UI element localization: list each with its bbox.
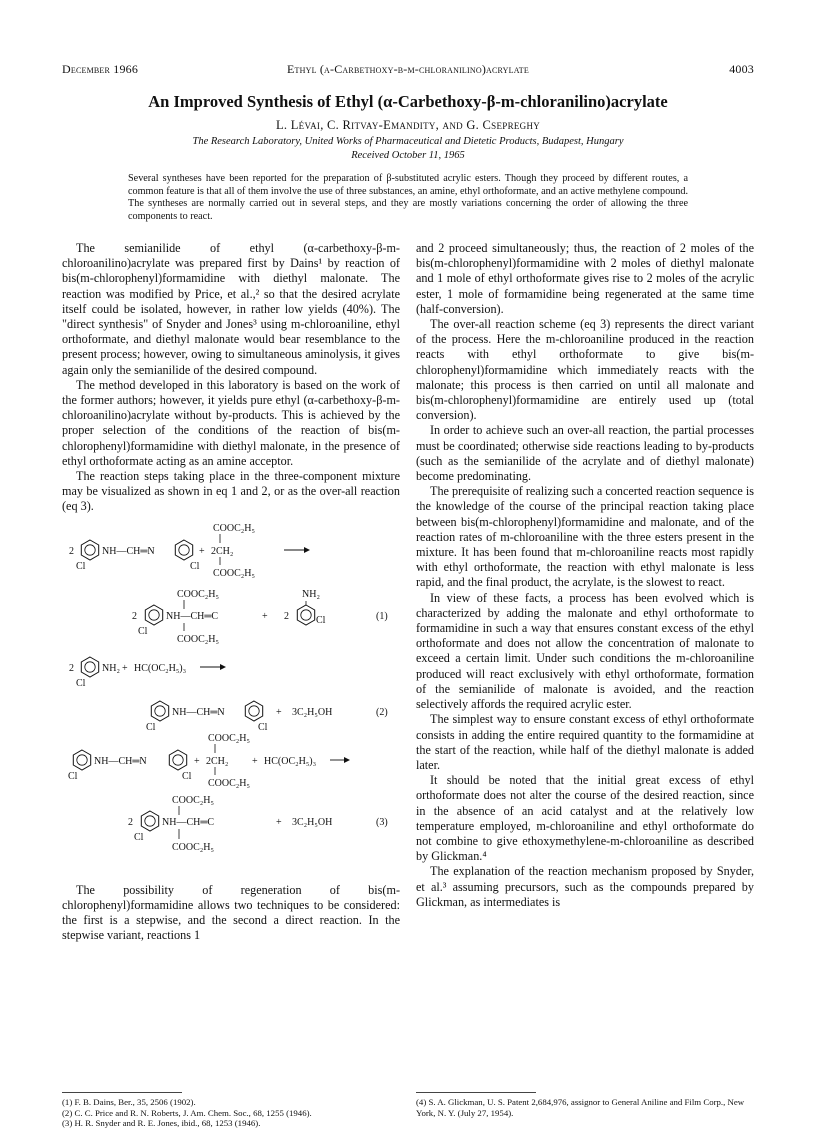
malonate-ester-top: COOC₂H₅: [208, 732, 250, 744]
reaction-scheme: [62, 519, 400, 881]
chloro-label: Cl: [190, 560, 200, 572]
equation-1-products: [132, 589, 388, 645]
acrylate-ester-top: COOC₂H₅: [177, 588, 219, 600]
formamidine-linker: NH—CH═N: [102, 545, 155, 557]
equation-3-products: [128, 795, 388, 853]
paragraph: The reaction steps taking place in the three-component mixture may be visualized as shown in eq 1 and 2, or as the over-all reaction (eq 3).: [62, 469, 400, 514]
equation-number-3: (3): [376, 816, 388, 828]
received-date: Received October 11, 1965: [351, 150, 465, 161]
footnote-2: (2) C. C. Price and R. N. Roberts, J. Am. Chem. Soc., 68, 1255 (1946).: [62, 1107, 312, 1118]
paragraph: It should be noted that the initial great excess of ethyl orthoformate does not alter the course of the desired reaction, since in the absence of an acid catalyst and at the relatively low temperature employed, m-chloroaniline and ethyl orthoformate do not combine to give ethoxymethylene-m-chloroaniline as described by Glickman.⁴: [416, 773, 754, 864]
acrylate-ester-bottom: COOC₂H₅: [177, 633, 219, 645]
footnote-rule: [416, 1092, 536, 1093]
equation-2-products: [146, 701, 388, 733]
acrylate-ester-top: COOC₂H₅: [172, 794, 214, 806]
plus-sign: +: [276, 816, 282, 828]
author-list: L. Lévai, C. Ritvay-Emandity, and G. Csepreghy: [275, 118, 541, 132]
footnote-1: (1) F. B. Dains, Ber., 35, 2506 (1902).: [62, 1097, 196, 1107]
coefficient: 2: [69, 545, 74, 557]
amine-group: NH₂: [102, 662, 120, 674]
paragraph: The simplest way to ensure constant excess of ethyl orthoformate consists in adding the entire required quantity to the formamidine at the start of the reaction, while half of the diethyl malonate is added later.: [416, 712, 754, 772]
equation-number-2: (2): [376, 706, 388, 718]
paragraph: In view of these facts, a process has been evolved which is characterized by adding the malonate and ethyl orthoformate to formamidine in such a way that ensures constant excess of the ethyl orthoformate and does not allow the concentration of malonate to exceed a certain limit. Under such conditions the m-chloroaniline produced will react exclusively with ethyl orthoformate, formation of the semianilide of malonate is avoided, and the reaction selectively affords the required acrylic ester.: [416, 590, 754, 712]
amine-group: NH₂: [302, 588, 320, 600]
ethyl-orthoformate: HC(OC₂H₅)₃: [264, 755, 317, 767]
coefficient: 2: [132, 610, 137, 622]
paragraph: The method developed in this laboratory is based on the work of the former authors; however, it yields pure ethyl (α-carbethoxy-β-m-chloroanilino)acrylate without by-products. This is achieved by the proper selection of the conditions of the reaction of bis(m-chlorophenyl)formamidine with diethyl malonate, in the presence of ethyl orthoformate acting as an amine acceptor.: [62, 377, 400, 468]
equation-3-reactants: [68, 733, 350, 789]
chloro-label: Cl: [258, 721, 268, 733]
footnotes-right: [416, 1092, 754, 1118]
plus-sign: +: [252, 755, 258, 767]
footnote-rule: [62, 1092, 182, 1093]
paragraph: The over-all reaction scheme (eq 3) represents the direct variant of the process. Here the m-chloroaniline produced in the reaction reacts with ethyl orthoformate to give bis(m-chlorophenyl)formamidine which immediately reacts with the malonate; this process is then carried on until all malonate and bis(m-chlorophenyl)formamidine are entirely used up (total conversion).: [416, 317, 754, 423]
malonate-ester-bottom: COOC₂H₅: [213, 567, 255, 579]
formamidine-linker: NH—CH═N: [172, 706, 225, 718]
chloro-label: Cl: [146, 721, 156, 733]
running-head-date: December 1966: [62, 62, 139, 76]
malonate-ester-top: COOC₂H₅: [213, 522, 255, 534]
ethanol-byproduct: 3C₂H₅OH: [292, 816, 333, 828]
coefficient: 2: [128, 816, 133, 828]
article-title: An Improved Synthesis of Ethyl (α-Carbethoxy-β-m-chloranilino)acrylate: [148, 92, 668, 111]
chloro-label: Cl: [76, 677, 86, 689]
right-column: [416, 241, 754, 910]
paragraph: In order to achieve such an over-all reaction, the partial processes must be coordinated; otherwise side reactions leading to by-products (such as the semianilide of the acrylate and of diethyl malonate) become predominating.: [416, 423, 754, 484]
paragraph: and 2 proceed simultaneously; thus, the reaction of 2 moles of the bis(m-chlorophenyl)formamidine with 2 moles of diethyl malonate and 1 mole of ethyl orthoformate gives rise to 2 moles of the acrylic ester, 1 mole of formamidine being regenerated at the same time (half-conversion).: [416, 241, 754, 316]
plus-sign: +: [194, 755, 200, 767]
abstract: Several syntheses have been reported for the preparation of β-substituted acrylic esters. Though they proceed by different routes, a common feature is that all of them involve the use of three substances, an amine, ethyl orthoformate, and an active methylene compound. The syntheses are normally carried out in several steps, and they are mostly variations concerning the order of allowing the three components to react.: [128, 173, 688, 222]
plus-sign: +: [262, 610, 268, 622]
paragraph: The prerequisite of realizing such a concerted reaction sequence is the knowledge of the course of the principal reaction taking place between bis(m-chlorophenyl)formamidine and malonate, and of the reaction rates of m-chloroaniline with the three esters present in the mixture. It has been found that m-chloroaniline reacts most rapidly with ethyl orthoformate, the reaction with ethyl malonate is less rapid, and the final product, the acrylate, is the slowest to react.: [416, 484, 754, 590]
plus-sign: +: [122, 662, 128, 674]
coefficient: 2: [284, 610, 289, 622]
affiliation: The Research Laboratory, United Works of Pharmaceutical and Dietetic Products, Budapest, Hungary: [192, 136, 624, 147]
paragraph: The explanation of the reaction mechanism proposed by Snyder, et al.³ assuming precursors, such as the compounds prepared by Glickman, as intermediates is: [416, 864, 754, 909]
footnotes-left: [62, 1092, 400, 1129]
formamidine-linker: NH—CH═N: [94, 755, 147, 767]
chloro-label: Cl: [182, 770, 192, 782]
ethanol-byproduct: 3C₂H₅OH: [292, 706, 333, 718]
enamine-linker: NH—CH═C: [162, 816, 215, 828]
ethyl-orthoformate: HC(OC₂H₅)₃: [134, 662, 187, 674]
chloro-label: Cl: [68, 770, 78, 782]
paragraph: The semianilide of ethyl (α-carbethoxy-β-m-chloroanilino)acrylate was prepared first by Dains¹ by reaction of bis(m-chlorophenyl)formamidine with diethyl malonate. The reaction was modified by Price, et al.,² so that the desired acrylate itself could be isolated, however, in rather low yields (40%). The "direct synthesis" of Snyder and Jones³ using m-chloroaniline, ethyl orthoformate, and diethyl malonate would bear resemblance to the present process; however, owing to simultaneous aminolysis, it gives again only the semianilide of the desired compound.: [62, 241, 400, 377]
body-columns: [62, 241, 754, 1001]
running-head: [62, 62, 754, 80]
methylene: 2CH₂: [206, 755, 229, 767]
reaction-scheme-drawing: [62, 519, 400, 881]
equation-1-reactants: [69, 523, 310, 579]
equation-number-1: (1): [376, 610, 388, 622]
chloro-label: Cl: [134, 831, 144, 843]
plus-sign: +: [199, 545, 205, 557]
equation-2-reactants: [69, 657, 226, 689]
chloro-label: Cl: [138, 625, 148, 637]
acrylate-ester-bottom: COOC₂H₅: [172, 841, 214, 853]
enamine-linker: NH—CH═C: [166, 610, 219, 622]
journal-page: [62, 62, 754, 1001]
chloro-label: Cl: [316, 614, 326, 626]
malonate-ester-bottom: COOC₂H₅: [208, 777, 250, 789]
coefficient: 2: [69, 662, 74, 674]
left-column: [62, 241, 400, 943]
methylene: 2CH₂: [211, 545, 234, 557]
running-head-title: Ethyl (α-Carbethoxy-β-m-chloranilino)acrylate: [287, 62, 529, 76]
footnote-4: (4) S. A. Glickman, U. S. Patent 2,684,976, assignor to General Aniline and Film Corp., New York, N. Y. (July 27, 1954).: [416, 1097, 745, 1118]
chloro-label: Cl: [76, 560, 86, 572]
page-number: 4003: [729, 62, 754, 76]
paragraph: The possibility of regeneration of bis(m-chlorophenyl)formamidine allows two techniques to be considered: the first is a stepwise, and the second a direct reaction. In the stepwise variant, reactions 1: [62, 882, 400, 943]
plus-sign: +: [276, 706, 282, 718]
footnote-3: (3) H. R. Snyder and R. E. Jones, ibid., 68, 1253 (1946).: [62, 1118, 261, 1128]
